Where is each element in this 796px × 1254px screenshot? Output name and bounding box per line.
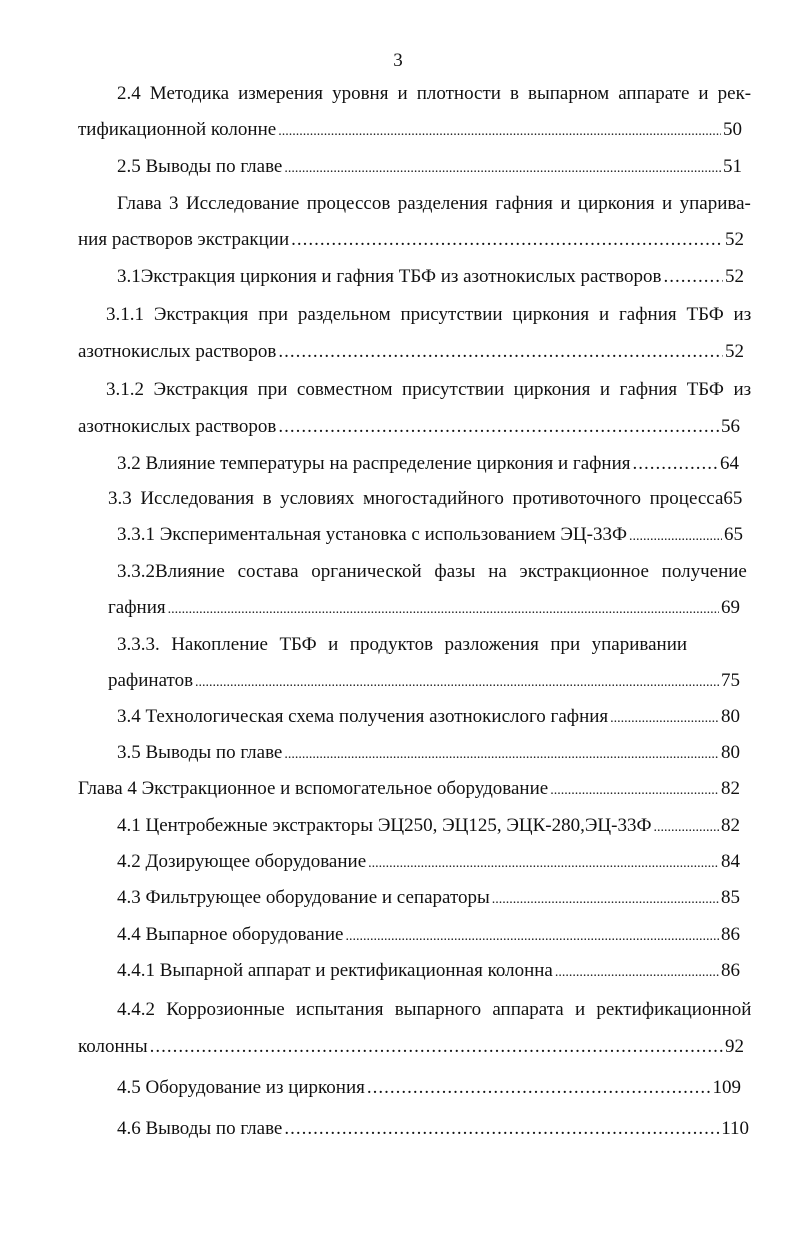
- toc-page: 51: [723, 156, 742, 177]
- toc-title: тификационной колонне: [78, 119, 277, 140]
- toc-entry-4-4-1: [117, 959, 740, 985]
- toc-page: 82: [721, 815, 740, 836]
- toc-leader: [291, 228, 723, 252]
- toc-entry-3-3: [108, 487, 742, 511]
- toc-title: 3.3 Исследования в условиях многостадийного противоточного процесса65: [108, 488, 743, 509]
- toc-entry-3-1: [117, 265, 744, 289]
- toc-page: 64: [720, 453, 739, 474]
- toc-title: 4.2 Дозирующее оборудование: [117, 851, 367, 872]
- toc-leader: [633, 452, 718, 476]
- toc-title: колонны: [78, 1036, 148, 1057]
- toc-page: 109: [712, 1077, 741, 1098]
- toc-leader: [150, 1035, 723, 1059]
- toc-page: 69: [721, 597, 740, 618]
- toc-leader: [492, 888, 719, 912]
- toc-leader: [284, 157, 721, 181]
- toc-leader: [664, 265, 724, 289]
- toc-page: 80: [721, 742, 740, 763]
- toc-entry-3-1-2-line1: [106, 378, 751, 402]
- toc-entry-4-1: [117, 814, 740, 840]
- toc-title: 2.4 Методика измерения уровня и плотности в выпарном аппарате и рек-: [117, 83, 752, 104]
- toc-entry-3-1-1-line2: [78, 340, 744, 364]
- toc-page: 50: [723, 119, 742, 140]
- toc-page: 85: [721, 887, 740, 908]
- toc-leader: [284, 1117, 719, 1141]
- toc-title: рафинатов: [108, 670, 194, 691]
- toc-page: 82: [721, 778, 740, 799]
- toc-title: 3.3.3. Накопление ТБФ и продуктов разложения при упаривании: [117, 634, 688, 655]
- toc-leader: [278, 340, 723, 364]
- toc-leader: [653, 816, 719, 840]
- toc-entry-3-3-2-line2: [108, 596, 740, 622]
- toc-title: 2.5 Выводы по главе: [117, 156, 283, 177]
- toc-page: 110: [721, 1118, 749, 1139]
- toc-title: 3.1.2 Экстракция при совместном присутствии циркония и гафния ТБФ из: [106, 379, 752, 400]
- toc-entry-4-3: [117, 886, 740, 912]
- toc-page: 52: [725, 341, 744, 362]
- toc-leader: [368, 852, 719, 876]
- toc-entry-3-1-1-line1: [106, 303, 751, 327]
- toc-entry-3-3-1: [117, 523, 743, 549]
- toc-title: 4.4 Выпарное оборудование: [117, 924, 344, 945]
- toc-page: 84: [721, 851, 740, 872]
- toc-leader: [278, 120, 721, 144]
- toc-title: 4.5 Оборудование из циркония: [117, 1077, 365, 1098]
- toc-leader: [278, 415, 719, 439]
- toc-title: 4.1 Центробежные экстракторы ЭЦ250, ЭЦ125, ЭЦК-280,ЭЦ-33Ф: [117, 815, 652, 836]
- toc-title: азотнокислых растворов: [78, 341, 277, 362]
- toc-entry-3-5: [117, 741, 740, 767]
- toc-title: 3.2 Влияние температуры на распределение циркония и гафния: [117, 453, 631, 474]
- toc-title: 3.4 Технологическая схема получения азотнокислого гафния: [117, 706, 609, 727]
- toc-entry-2-5: [117, 155, 742, 181]
- toc-title: 3.3.2Влияние состава органической фазы на экстракционное получение: [117, 561, 747, 582]
- toc-leader: [610, 707, 719, 731]
- toc-title: ния растворов экстракции: [78, 229, 290, 250]
- toc-title: Глава 4 Экстракционное и вспомогательное оборудование: [78, 778, 549, 799]
- toc-page: 65: [724, 524, 743, 545]
- toc-entry-chapter-3-line1: [117, 192, 751, 216]
- toc-title: 3.5 Выводы по главе: [117, 742, 283, 763]
- toc-leader: [367, 1076, 711, 1100]
- toc-page: 86: [721, 960, 740, 981]
- toc-page: 52: [725, 266, 744, 287]
- toc-entry-chapter-4: [78, 777, 740, 803]
- toc-leader: [629, 525, 722, 549]
- toc-page: 56: [721, 416, 740, 437]
- toc-entry-4-6: [117, 1117, 749, 1141]
- toc-title: 3.3.1 Экспериментальная установка с использованием ЭЦ-33Ф: [117, 524, 627, 545]
- toc-entry-2-4-line1: [117, 82, 751, 106]
- toc-entry-4-4-2-line2: [78, 1035, 744, 1059]
- toc-title: 3.1.1 Экстракция при раздельном присутствии циркония и гафния ТБФ из: [106, 304, 752, 325]
- toc-entry-3-4: [117, 705, 740, 731]
- toc-page: 52: [725, 229, 744, 250]
- toc-leader: [555, 961, 719, 985]
- toc-title: 3.1Экстракция циркония и гафния ТБФ из азотнокислых растворов: [117, 266, 662, 287]
- toc-title: 4.6 Выводы по главе: [117, 1118, 283, 1139]
- toc-entry-4-2: [117, 850, 740, 876]
- toc-leader: [345, 925, 719, 949]
- toc-entry-3-3-2-line1: [117, 560, 747, 584]
- toc-entry-3-3-3-line2: [108, 669, 740, 695]
- toc-entry-4-4: [117, 923, 740, 949]
- toc-entry-chapter-3-line2: [78, 228, 744, 252]
- toc-title: 4.3 Фильтрующее оборудование и сепараторы: [117, 887, 490, 908]
- toc-entry-4-5: [117, 1076, 741, 1100]
- toc-leader: [195, 671, 719, 695]
- toc-page: 80: [721, 706, 740, 727]
- toc-title: Глава 3 Исследование процессов разделения гафния и циркония и упарива-: [117, 193, 751, 214]
- toc-leader: [550, 779, 719, 803]
- toc-page: 86: [721, 924, 740, 945]
- toc-leader: [284, 743, 719, 767]
- page-number: 3: [393, 50, 403, 71]
- toc-entry-3-3-3-line1: [117, 633, 687, 657]
- toc-title: азотнокислых растворов: [78, 416, 277, 437]
- toc-title: гафния: [108, 597, 166, 618]
- toc-entry-3-1-2-line2: [78, 415, 740, 439]
- toc-entry-3-2: [117, 452, 739, 476]
- toc-entry-4-4-2-line1: [117, 998, 751, 1022]
- toc-entry-2-4-line2: [78, 118, 742, 144]
- toc-title: 4.4.1 Выпарной аппарат и ректификационная колонна: [117, 960, 553, 981]
- toc-leader: [168, 598, 719, 622]
- toc-title: 4.4.2 Коррозионные испытания выпарного аппарата и ректификационной: [117, 999, 752, 1020]
- toc-page: 92: [725, 1036, 744, 1057]
- toc-page: 75: [721, 670, 740, 691]
